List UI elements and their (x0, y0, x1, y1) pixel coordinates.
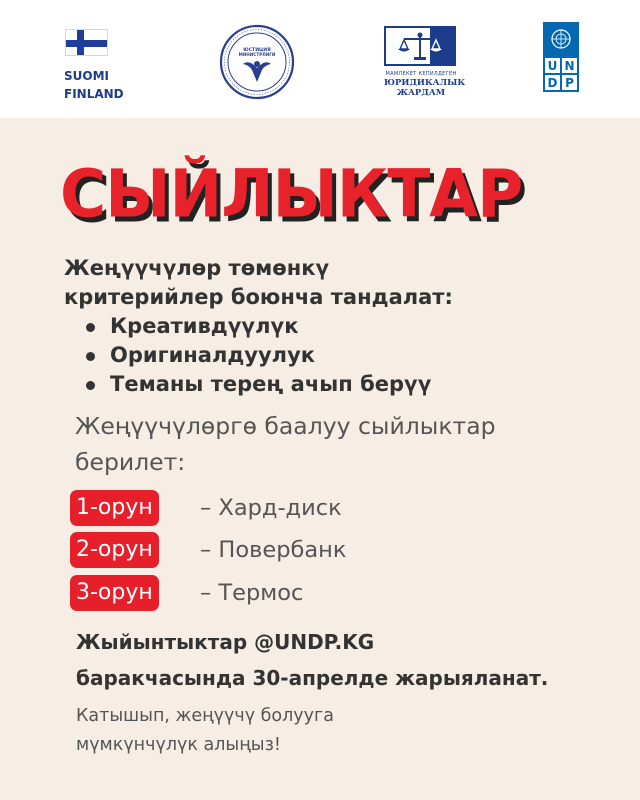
legal-aid-logo (384, 26, 466, 98)
undp-letter-p: P (565, 76, 574, 90)
legal-aid-subtitle: МАМЛЕКЕТ КЕПИЛДЕГЕН (385, 71, 457, 77)
finland-logo-line1: SUOMI (64, 69, 109, 83)
prize-label-1: – Хард-диск (200, 495, 342, 521)
ministry-seal-icon (219, 24, 295, 100)
prizes-intro (75, 408, 595, 480)
criteria-intro-line1: Жеңүүчүлөр төмөнкү (64, 256, 330, 280)
criteria-list (84, 312, 624, 399)
undp-logo (543, 22, 579, 92)
scales-of-justice-icon (384, 26, 456, 66)
ministry-of-justice-seal (219, 24, 295, 100)
svg-text:МИНИСТРЛИГИ: МИНИСТРЛИГИ (238, 52, 276, 57)
cta-line2: мүмкүнчүлүк алыңыз! (76, 735, 281, 755)
svg-text:ЮСТИЦИЯ: ЮСТИЦИЯ (243, 48, 271, 53)
call-to-action (76, 702, 596, 760)
finland-flag-icon (65, 29, 108, 56)
cta-line1: Катышып, жеңүүчү болууга (76, 706, 334, 726)
finland-logo-line2: FINLAND (64, 87, 124, 101)
undp-emblem-icon (543, 22, 579, 92)
logo-header (0, 0, 640, 118)
criteria-intro-line2: критерийлер боюнча тандалат: (64, 285, 453, 309)
page-title: СЫЙЛЫКТАР (60, 155, 523, 232)
prize-row-1 (70, 490, 590, 526)
undp-letter-d: D (547, 76, 558, 90)
finland-logo-text (64, 67, 134, 103)
prize-label-2: – Повербанк (200, 537, 347, 563)
criteria-intro (64, 254, 624, 312)
prize-label-3: – Термос (200, 580, 304, 606)
undp-letter-u: U (547, 59, 558, 73)
criteria-item-originality: Оригиналдуулук (84, 341, 624, 370)
results-line2: баракчасында 30-апрелде жарыяланат. (76, 666, 549, 690)
prize-row-2 (70, 532, 590, 568)
criteria-item-depth: Теманы терең ачып берүү (84, 370, 624, 399)
prize-row-3 (70, 575, 590, 611)
legal-aid-name-line2: ЖАРДАМ (396, 88, 446, 98)
legal-aid-name-line1: ЮРИДИКАЛЫК (384, 78, 466, 88)
results-announcement (76, 624, 636, 696)
place-badge-2: 2-орун (70, 532, 159, 568)
place-badge-3: 3-орун (70, 575, 159, 611)
place-badge-1: 1-орун (70, 490, 159, 526)
criteria-item-creativity: Креативдүүлүк (84, 312, 624, 341)
prizes-intro-line1: Жеңүүчүлөргө баалуу сыйлыктар (75, 412, 496, 440)
legal-aid-name (384, 78, 466, 98)
results-line1: Жыйынтыктар @UNDP.KG (76, 630, 375, 654)
prizes-intro-line2: берилет: (75, 448, 186, 476)
undp-letter-n: N (564, 59, 575, 73)
